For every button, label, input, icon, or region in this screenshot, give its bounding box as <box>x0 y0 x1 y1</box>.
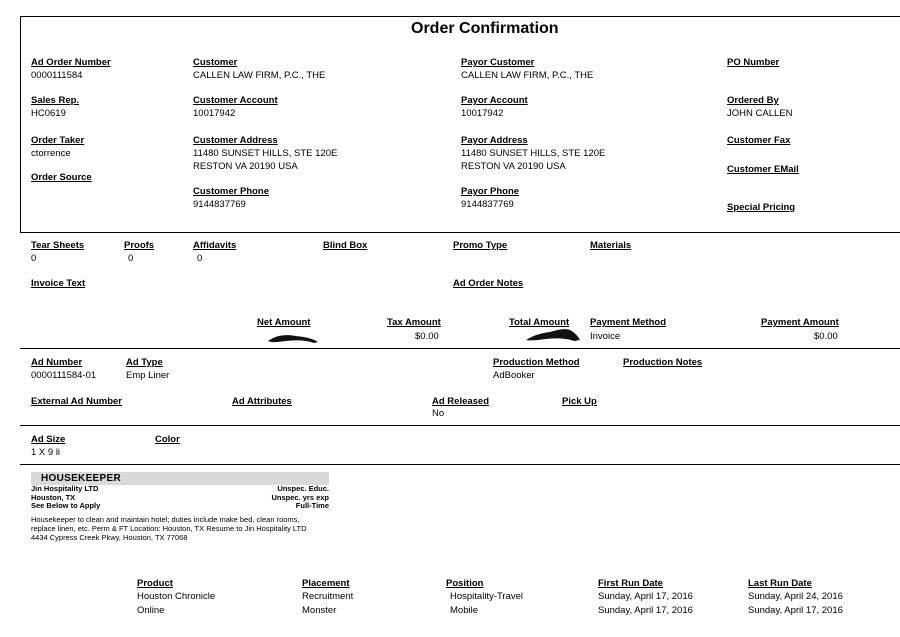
placement-header: Placement <box>302 578 350 589</box>
table-cell-first-run: Sunday, April 17, 2016 <box>598 605 693 616</box>
customer-phone-value: 9144837769 <box>193 199 246 210</box>
payor-phone-value: 9144837769 <box>461 199 514 210</box>
payor-address-line1: 11480 SUNSET HILLS, STE 120E <box>461 148 606 159</box>
customer-value: CALLEN LAW FIRM, P.C., THE <box>193 70 326 81</box>
customer-address-line2: RESTON VA 20190 USA <box>193 161 298 172</box>
tax-amount-value: $0.00 <box>415 331 439 342</box>
divider <box>20 348 900 349</box>
external-ad-number-label: External Ad Number <box>31 396 122 407</box>
sales-rep-value: HC0619 <box>31 108 66 119</box>
ordered-by-value: JOHN CALLEN <box>727 108 793 119</box>
payor-account-label: Payor Account <box>461 95 528 106</box>
table-cell-placement: Monster <box>302 605 337 616</box>
tax-amount-label: Tax Amount <box>387 317 441 328</box>
production-method-value: AdBooker <box>493 370 535 381</box>
proofs-label: Proofs <box>124 240 155 251</box>
customer-label: Customer <box>193 57 238 68</box>
payor-customer-label: Payor Customer <box>461 57 535 68</box>
ad-order-notes-label: Ad Order Notes <box>453 278 524 289</box>
affidavits-label: Affidavits <box>193 240 237 251</box>
table-cell-last-run: Sunday, April 17, 2016 <box>748 605 843 616</box>
payor-address-label: Payor Address <box>461 135 528 146</box>
payment-amount-label: Payment Amount <box>761 317 839 328</box>
position-header: Position <box>446 578 484 589</box>
payment-method-value: Invoice <box>590 331 621 342</box>
production-method-label: Production Method <box>493 357 580 368</box>
order-source-label: Order Source <box>31 172 92 183</box>
production-notes-label: Production Notes <box>623 357 703 368</box>
table-cell-placement: Recruitment <box>302 591 354 602</box>
ad-copy-apply: See Below to Apply <box>31 501 101 510</box>
ad-released-label: Ad Released <box>432 396 490 407</box>
divider <box>20 464 900 465</box>
affidavits-value: 0 <box>197 253 203 264</box>
order-taker-label: Order Taker <box>31 135 85 146</box>
redaction-scribble <box>266 331 320 345</box>
ad-number-label: Ad Number <box>31 357 83 368</box>
table-cell-last-run: Sunday, April 24, 2016 <box>748 591 843 602</box>
table-cell-position: Mobile <box>450 605 478 616</box>
ad-size-label: Ad Size <box>31 434 66 445</box>
customer-account-value: 10017942 <box>193 108 236 119</box>
materials-label: Materials <box>590 240 632 251</box>
ad-released-value: No <box>432 408 445 419</box>
ad-order-number-label: Ad Order Number <box>31 57 111 68</box>
ad-copy-location: Houston, TX <box>31 492 76 502</box>
ad-copy-employer: Jin Hospitality LTD <box>31 484 99 493</box>
ad-order-number-value: 0000111584 <box>31 70 83 81</box>
customer-account-label: Customer Account <box>193 95 278 106</box>
payor-account-value: 10017942 <box>461 108 504 119</box>
po-number-label: PO Number <box>727 57 780 68</box>
order-taker-value: ctorrence <box>31 148 71 159</box>
ad-type-label: Ad Type <box>126 357 163 368</box>
table-cell-product: Online <box>137 605 165 616</box>
ad-type-value: Emp Liner <box>126 370 170 381</box>
special-pricing-label: Special Pricing <box>727 202 796 213</box>
page-title: Order Confirmation <box>411 20 559 37</box>
customer-phone-label: Customer Phone <box>193 186 270 197</box>
ad-copy-education: Unspec. Educ. <box>277 484 329 493</box>
customer-address-label: Customer Address <box>193 135 278 146</box>
tear-sheets-label: Tear Sheets <box>31 240 85 251</box>
customer-fax-label: Customer Fax <box>727 135 791 146</box>
table-cell-product: Houston Chronicle <box>137 591 216 602</box>
total-amount-label: Total Amount <box>509 317 570 328</box>
ad-attributes-label: Ad Attributes <box>232 396 292 407</box>
redaction-scribble <box>524 326 582 344</box>
ad-size-value: 1 X 9 li <box>31 447 61 458</box>
table-cell-position: Hospitality-Travel <box>450 591 524 602</box>
payment-amount-value: $0.00 <box>814 331 838 342</box>
tear-sheets-value: 0 <box>31 253 37 264</box>
proofs-value: 0 <box>128 253 134 264</box>
customer-address-line1: 11480 SUNSET HILLS, STE 120E <box>193 148 338 159</box>
ad-copy-schedule: Full-Time <box>295 501 329 510</box>
ad-copy-heading: HOUSEKEEPER <box>31 472 329 485</box>
last-run-header: Last Run Date <box>748 578 812 589</box>
payor-address-line2: RESTON VA 20190 USA <box>461 161 566 172</box>
pick-up-label: Pick Up <box>562 396 597 407</box>
net-amount-label: Net Amount <box>257 317 311 328</box>
first-run-header: First Run Date <box>598 578 663 589</box>
header-box <box>20 16 900 233</box>
ad-copy-experience: Unspec. yrs exp <box>271 492 329 502</box>
promo-type-label: Promo Type <box>453 240 508 251</box>
color-label: Color <box>155 434 180 445</box>
payor-phone-label: Payor Phone <box>461 186 520 197</box>
sales-rep-label: Sales Rep. <box>31 95 80 106</box>
product-header: Product <box>137 578 173 589</box>
invoice-text-label: Invoice Text <box>31 278 86 289</box>
ad-copy-body: Housekeeper to clean and maintain hotel; duties include make bed, clean rooms, replace linen, etc. Perm & FT Location: Houston, TX Resume to Jin Hospitality LTD 4434 Cypress Creek Pkwy, Houston, TX 77068 <box>31 514 307 542</box>
payment-method-label: Payment Method <box>590 317 667 328</box>
ordered-by-label: Ordered By <box>727 95 779 106</box>
divider <box>20 425 900 426</box>
customer-email-label: Customer EMail <box>727 164 799 175</box>
blind-box-label: Blind Box <box>323 240 368 251</box>
ad-copy-preview <box>31 472 329 542</box>
ad-number-value: 0000111584-01 <box>31 370 97 381</box>
table-cell-first-run: Sunday, April 17, 2016 <box>598 591 693 602</box>
payor-customer-value: CALLEN LAW FIRM, P.C., THE <box>461 70 594 81</box>
